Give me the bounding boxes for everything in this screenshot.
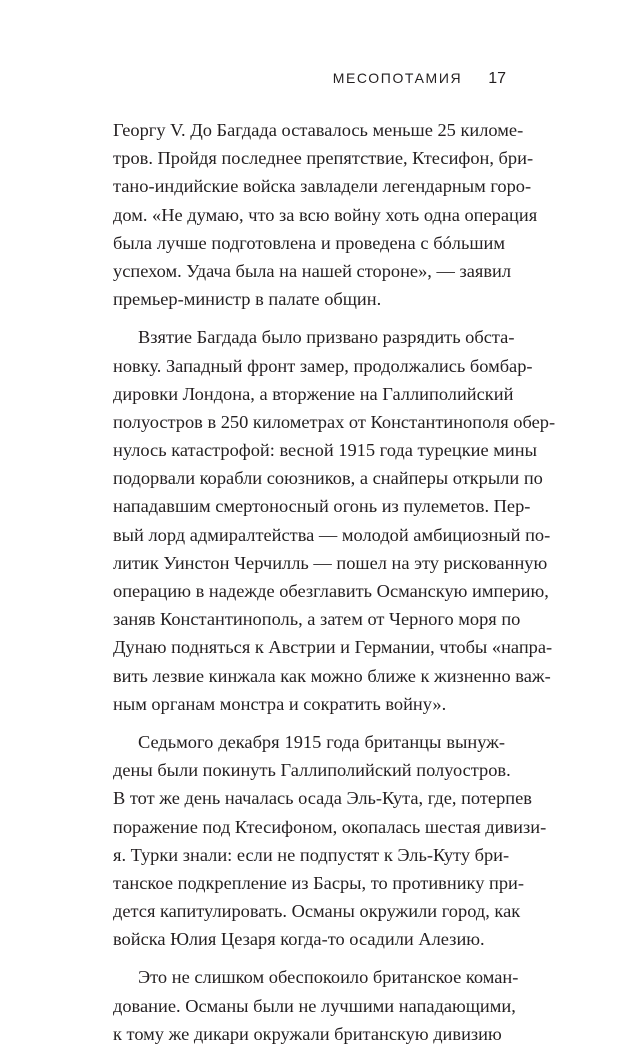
text-line: я. Турки знали: если не подпустят к Эль-Куту бри-: [113, 844, 510, 865]
chapter-title: МЕСОПОТАМИЯ: [332, 70, 463, 86]
text-line: В тот же день началась осада Эль-Кута, где, потерпев: [113, 788, 532, 809]
text-line: тано-индийские войска завладели легендарным горо-: [113, 176, 532, 197]
text-line: Взятие Багдада было призвано разрядить обста-: [138, 327, 515, 348]
text-line: заняв Константинополь, а затем от Черного моря по: [113, 609, 521, 630]
text-line: танское подкрепление из Басры, то противнику при-: [113, 872, 525, 893]
running-head: [333, 70, 506, 88]
text-line: дется капитулировать. Османы окружили город, как: [113, 901, 521, 922]
paragraph: [113, 323, 556, 718]
text-line: была лучше подготовлена и проведена с бóльшим: [113, 232, 505, 253]
text-line: к тому же дикари окружали британскую дивизию: [113, 1023, 502, 1044]
text-line: операцию в надежде обезглавить Османскую империю,: [113, 581, 549, 601]
text-line: вый лорд адмиралтейства — молодой амбициозный по-: [113, 524, 551, 545]
text-line: Это не слишком обеспокоило британское коман-: [138, 967, 519, 988]
text-line: вить лезвие кинжала как можно ближе к жизненно важ-: [113, 665, 551, 686]
text-line: премьер-министр в палате общин.: [113, 289, 382, 310]
text-line: дировки Лондона, а вторжение на Галлиполийский: [113, 383, 514, 404]
text-line: успехом. Удача была на нашей стороне», — заявил: [113, 260, 512, 281]
page-number: 17: [488, 70, 506, 87]
text-line: дом. «Не думаю, что за всю войну хоть одна операция: [113, 204, 538, 225]
text-line: дование. Османы были не лучшими нападающими,: [113, 995, 516, 1016]
text-line: Дунаю подняться к Австрии и Германии, чтобы «напра-: [113, 637, 553, 658]
paragraph: [113, 116, 538, 313]
text-line: поражение под Ктесифоном, окопалась шестая дивизи-: [113, 816, 547, 837]
text-line: нападавшим смертоносный огонь из пулеметов. Пер-: [113, 496, 531, 517]
text-line: нулось катастрофой: весной 1915 года турецкие мины: [113, 440, 537, 461]
text-line: полуостров в 250 километрах от Константинополя обер-: [113, 411, 556, 432]
text-line: новку. Западный фронт замер, продолжались бомбар-: [113, 355, 533, 376]
text-line: литик Уинстон Черчилль — пошел на эту рискованную: [113, 552, 548, 573]
body-text: [113, 116, 556, 1048]
text-line: дены были покинуть Галлиполийский полуостров.: [113, 760, 511, 781]
text-line: войска Юлия Цезаря когда-то осадили Алезию.: [113, 929, 485, 950]
paragraph: [113, 963, 519, 1048]
text-line: тров. Пройдя последнее препятствие, Ктесифон, бри-: [113, 148, 534, 169]
text-line: подорвали корабли союзников, а снайперы открыли по: [113, 468, 543, 489]
text-line: ным органам монстра и сократить войну».: [113, 693, 447, 714]
text-line: Седьмого декабря 1915 года британцы вынуж-: [138, 731, 505, 752]
text-line: Георгу V. До Багдада оставалось меньше 25 киломе-: [113, 120, 524, 140]
paragraph: [113, 728, 547, 954]
